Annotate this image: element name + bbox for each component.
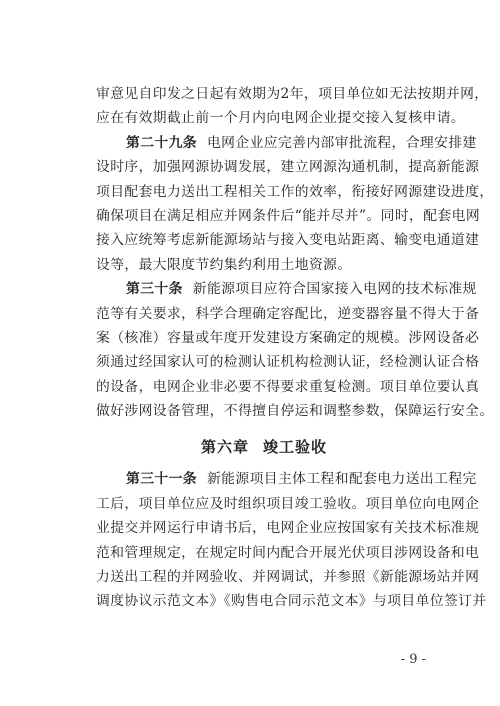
paragraph-line: 做好涉网设备管理，不得擅自停运和调整参数，保障运行安全。 (96, 403, 494, 420)
paragraph-line: 调度协议示范文本》《购售电合同示范文本》与项目单位签订并 (96, 593, 487, 610)
paragraph-line: 接入应统筹考虑新能源场站与接入变电站距离、输变电通道建 (96, 232, 480, 249)
page-number: - 9 - (400, 652, 426, 667)
paragraph-line: 案（核准）容量或年度开发建设方案确定的规模。涉网设备必 (96, 329, 480, 346)
paragraph-line: 项目配套电力送出工程相关工作的效率，衔接好网源建设进度， (96, 183, 494, 200)
chapter-heading (96, 427, 432, 467)
article-29-label: 第二十九条 (126, 134, 197, 151)
article-30-first-line (96, 277, 477, 301)
paragraph-line: 的设备，电网企业非必要不得要求重复检测。项目单位要认真 (96, 378, 480, 395)
article-31-text: 新能源项目主体工程和配套电力送出工程完 (206, 471, 477, 488)
article-31-first-line (96, 467, 477, 491)
article-29-first-line (96, 131, 477, 155)
paragraph-line: 业提交并网运行申请书后，电网企业应按国家有关技术标准规 (96, 520, 480, 537)
paragraph-line: 力送出工程的并网验收、并网调试，并参照《新能源场站并网 (96, 569, 480, 586)
article-29-text: 电网企业应完善内部审批流程，合理安排建 (206, 134, 477, 151)
paragraph-line: 应在有效期截止前一个月内向电网企业提交接入复核申请。 (96, 110, 466, 127)
chapter-number: 第六章 (200, 438, 249, 457)
paragraph-line: 须通过经国家认可的检测认证机构检测认证，经检测认证合格 (96, 354, 480, 371)
article-30-text: 新能源项目应符合国家接入电网的技术标准规 (192, 281, 477, 298)
paragraph-line: 工后，项目单位应及时组织项目竣工验收。项目单位向电网企 (96, 495, 480, 512)
chapter-title: 竣工验收 (263, 438, 328, 457)
article-31-label: 第三十一条 (126, 471, 197, 488)
article-30-label: 第三十条 (126, 281, 183, 298)
paragraph-line: 范等有关要求，科学合理确定容配比，逆变器容量不得大于备 (96, 305, 480, 322)
body-text (96, 82, 494, 614)
paragraph-line: 设等，最大限度节约集约利用土地资源。 (96, 256, 352, 273)
paragraph-line: 审意见自印发之日起有效期为2年，项目单位如无法按期并网， (96, 86, 489, 102)
paragraph-line: 范和管理规定，在规定时间内配合开展光伏项目涉网设备和电 (96, 544, 480, 561)
paragraph-line: 设时序，加强网源协调发展，建立网源沟通机制，提高新能源 (96, 159, 480, 176)
paragraph-line: 确保项目在满足相应并网条件后“能并尽并”。同时，配套电网 (96, 207, 481, 224)
